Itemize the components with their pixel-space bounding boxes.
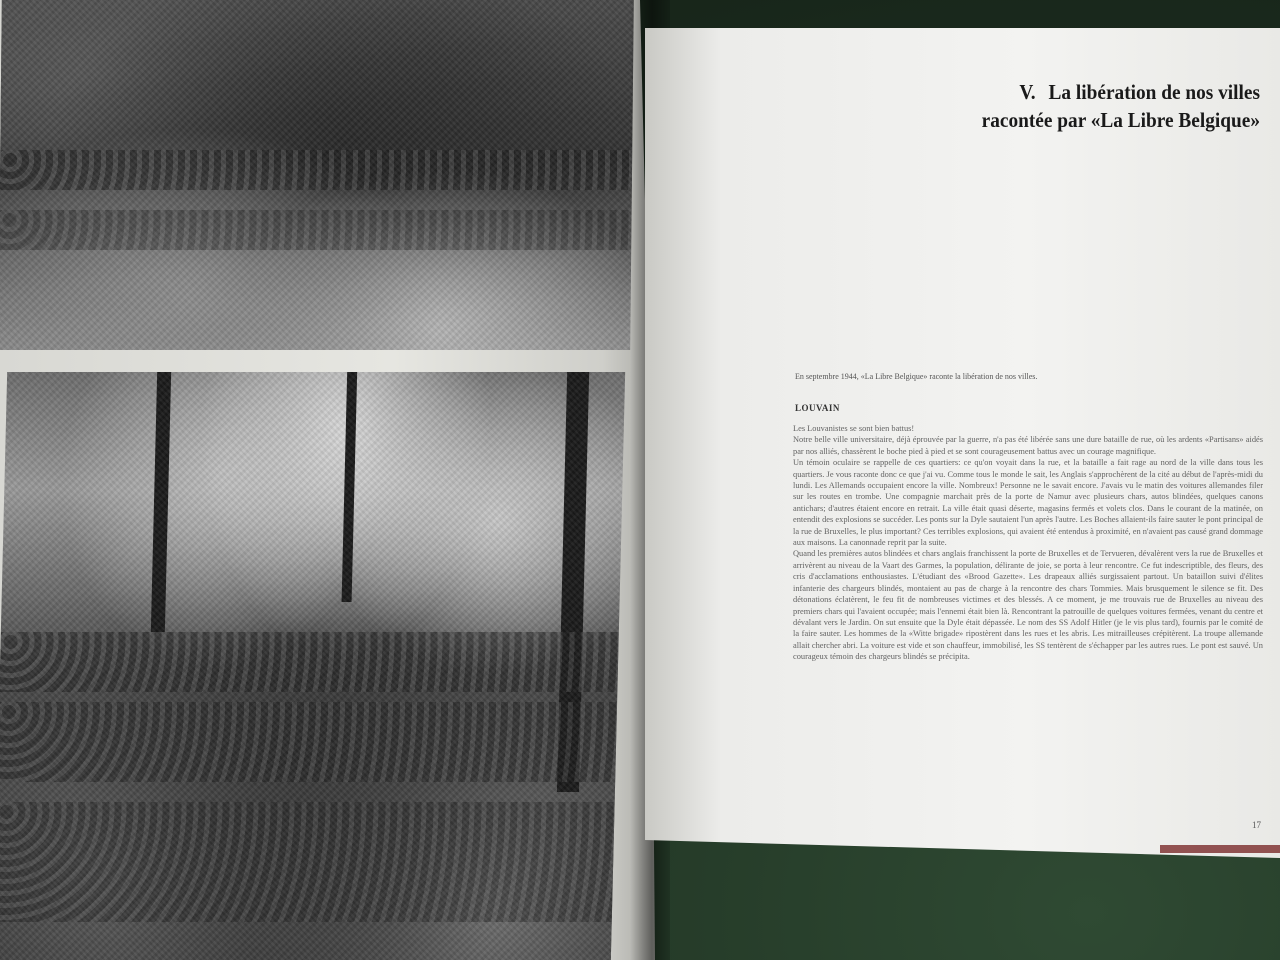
- paragraph: Quand les premières autos blindées et chars anglais franchissent la porte de Bruxelles et de Tervueren, dévalèrent vers la rue de Bruxelles et arrivèrent au niveau de la Vaart des Garmes, la population, délirante de joie, se porta à leur rencontre. Ce fut indescriptible, des fleurs, des cris d'acclamations enthousiastes. L'étudiant des «Brood Gazette». Les drapeaux alliés surgissaient partout. Un bataillon suivi d'élites infanterie des chargeurs blindés, montaient au pas de charge à la rencontre des chars Tommies. Mais brusquement le silence se fit. Des détonations éclatèrent, le feu fit de nombreuses victimes et des blessés. A ce moment, je me trouvais rue de Bruxelles au niveau des premiers chars qui l'avaient occupée; mais l'ennemi était bien là. Rencontrant la patrouille de quelques voitures fermées, venant du centre et dévalant vers le Jardin. On sut ensuite que la Dyle était dépassée. Le nom des SS Adolf Hitler (je le vis plus tard), fournis par le comité de la faire sauter. Les hommes de la «Witte brigade» ripostèrent dans les rues et les abris. Les mitrailleuses crépitèrent. La troupe allemande allait chercher abri. La voiture est vide et son chauffeur, immobilisé, les SS tentèrent de s'échapper par les autres rues. Le pont est sauvé. Un courageux témoin des chargeurs blindés se précipita.: [793, 549, 1263, 662]
- photo-street-celebration: [0, 372, 625, 960]
- book-cover-edge: [1160, 845, 1280, 853]
- paragraph: Les Louvanistes se sont bien battus!: [793, 424, 915, 433]
- body-text: [793, 423, 1263, 663]
- section-heading: LOUVAIN: [795, 403, 840, 413]
- paragraph: Un témoin oculaire se rappelle de ces quartiers: ce qu'on voyait dans la rue, et la bataille a fait rage au nord de la ville dans tous les quartiers. Je vous raconte donc ce que j'ai vu. Comme tous le monde le sait, les Anglais s'approchèrent de la cité au début de l'après-midi du lundi. Les Allemands occupaient encore la ville. Nombreux! Personne ne le savait encore. J'avais vu le matin des voitures allemandes filer sur les routes en trombe. Une compagnie marchait près de la porte de Namur avec plusieurs chars, autos blindées, quelques canons antichars; d'autres étaient encore en retrait. La ville était quasi déserte, magasins fermés et volets clos. Dans le courant de la matinée, on entendit des explosions se succéder. Les ponts sur la Dyle sautaient l'un après l'autre. Les Boches allaient-ils faire sauter le pont principal de la rue de Bruxelles, le plus important? Ces terribles explosions, qui avaient été entendus à proximité, en n'avaient pas causé grand dommage aux maisons. La canonnade reprit par la suite.: [793, 458, 1263, 548]
- page-number: 17: [1252, 820, 1261, 830]
- photo-grain: [0, 0, 634, 350]
- photo-crowd-with-trucks: [0, 0, 634, 350]
- photo-grain: [0, 372, 625, 960]
- intro-line: En septembre 1944, «La Libre Belgique» raconte la libération de nos villes.: [795, 372, 1038, 381]
- chapter-title-line2: racontée par «La Libre Belgique»: [981, 108, 1260, 132]
- chapter-number: V.: [1019, 80, 1036, 104]
- paragraph: Notre belle ville universitaire, déjà éprouvée par la guerre, n'a pas été libérée sans une dure bataille de rue, où les ardents «Partisans» aidés par nos alliés, chassèrent le boche pied à pied et se sont courageusement battus avec un courage magnifique.: [793, 435, 1263, 456]
- chapter-title: [910, 78, 1260, 134]
- chapter-title-line1: V. La libération de nos villes: [1019, 80, 1260, 104]
